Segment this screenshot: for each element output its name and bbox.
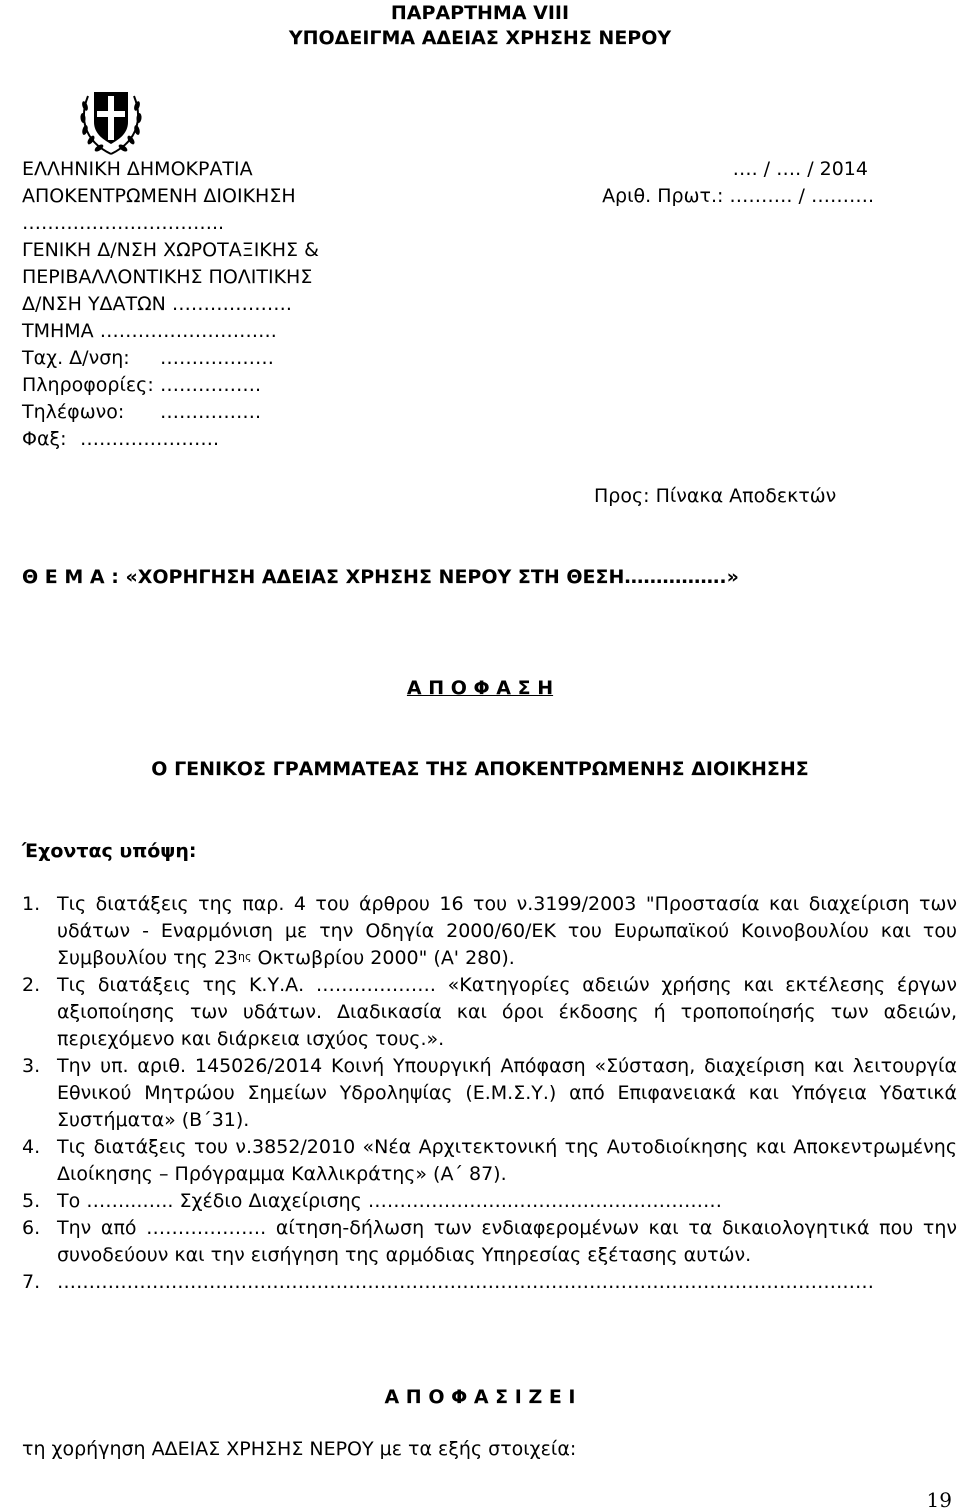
item-text: Τις διατάξεις του ν.3852/2010 «Νέα Αρχιτεκτονική της Αυτοδιοίκησης και Αποκεντρωμένης Διοίκησης – Πρόγραμμα Καλλικράτης» (Α΄ 87). xyxy=(57,1136,957,1185)
consideration-item xyxy=(22,1215,957,1269)
subject-label: Θ Ε Μ Α : xyxy=(22,566,119,588)
item-number: 1. xyxy=(22,893,41,915)
consideration-item xyxy=(22,1053,957,1134)
annex-subtitle: ΥΠΟΔΕΙΓΜΑ ΑΔΕΙΑΣ ΧΡΗΣΗΣ ΝΕΡΟΥ xyxy=(288,27,672,49)
info-label: Πληροφορίες: xyxy=(22,374,154,396)
considerations-list xyxy=(22,891,957,1296)
item-text: Την υπ. αριθ. 145026/2014 Κοινή Υπουργική Απόφαση «Σύσταση, διαχείριση και λειτουργία Εθνικού Μητρώου Σημείων Υδροληψίας (Ε.Μ.Σ.Υ.) από Επιφανειακά και Υπόγεια Υδατικά Συστήματα» (Β΄31). xyxy=(57,1055,957,1131)
sender-line: ΠΕΡΙΒΑΛΛΟΝΤΙΚΗΣ ΠΟΛΙΤΙΚΗΣ xyxy=(22,266,313,288)
item-text: Την από ………………. αίτηση-δήλωση των ενδιαφερομένων και τα δικαιολογητικά που την συνοδεύουν και την εισήγηση της αρμόδιας Υπηρεσίας εξέτασης αυτών. xyxy=(57,1217,957,1266)
item-number: 3. xyxy=(22,1055,41,1077)
item-number: 5. xyxy=(22,1190,41,1212)
item-text: Τις διατάξεις της παρ. 4 του άρθρου 16 του ν.3199/2003 "Προστασία και διαχείριση των υδάτων - Εναρμόνιση με την Οδηγία 2000/60/ΕΚ του Ευρωπαϊκού Κοινοβουλίου και του Συμβουλίου της 23 xyxy=(57,893,957,969)
consideration-item xyxy=(22,972,957,1053)
consideration-item xyxy=(22,1269,957,1296)
sender-line: ΑΠΟΚΕΝΤΡΩΜΕΝΗ ΔΙΟΙΚΗΣΗ xyxy=(22,185,296,207)
sender-line: ΕΛΛΗΝΙΚΗ ΔΗΜΟΚΡΑΤΙΑ xyxy=(22,158,253,180)
phone-label: Τηλέφωνο: xyxy=(22,401,125,423)
protocol-number: Αριθ. Πρωτ.: ………. / ………. xyxy=(602,185,874,207)
item-number: 7. xyxy=(22,1271,41,1293)
item-number: 2. xyxy=(22,974,41,996)
item-number: 6. xyxy=(22,1217,41,1239)
subject xyxy=(22,568,739,587)
issuer-title: Ο ΓΕΝΙΚΟΣ ΓΡΑΜΜΑΤΕΑΣ ΤΗΣ ΑΠΟΚΕΝΤΡΩΜΕΝΗΣ ΔΙΟΙΚΗΣΗΣ xyxy=(151,758,809,780)
document-date: …. / …. / 2014 xyxy=(732,158,868,180)
fax-label: Φαξ: xyxy=(22,428,67,450)
item-text: Τις διατάξεις της Κ.Υ.Α. ………………. «Κατηγορίες αδειών χρήσης και εκτέλεσης έργων αξιοποίησης των υδάτων. Διαδικασία και όροι έκδοσης ή τροποποίησής των αδειών, περιεχόμενο και διάρκεια ισχύος τους.». xyxy=(57,974,957,1050)
subject-text: «ΧΟΡΗΓΗΣΗ ΑΔΕΙΑΣ ΧΡΗΣΗΣ ΝΕΡΟΥ ΣΤΗ ΘΕΣΗ…………….» xyxy=(125,566,739,588)
item-text: Το ……...….. Σχέδιο Διαχείρισης …………………..…………………………… xyxy=(57,1190,722,1212)
recipient: Προς: Πίνακα Αποδεκτών xyxy=(594,485,837,507)
considering-label: Έχοντας υπόψη: xyxy=(22,840,197,862)
item-number: 4. xyxy=(22,1136,41,1158)
item-text: ………………………………………………………………………………………………………………… xyxy=(57,1271,874,1293)
consideration-item xyxy=(22,1134,957,1188)
item-superscript: ης xyxy=(238,950,252,963)
sender-line: Δ/ΝΣΗ ΥΔΑΤΩΝ ………………. xyxy=(22,293,292,315)
page-number: 19 xyxy=(926,1488,952,1512)
sender-line: ………………………….. xyxy=(22,212,225,234)
annex-title: ΠΑΡΑΡΤΗΜΑ VIII xyxy=(390,2,570,24)
address-label: Ταχ. Δ/νση: xyxy=(22,347,130,369)
decision-heading: Α Π Ο Φ Α Σ Η xyxy=(406,677,554,699)
info-value: ……………. xyxy=(160,374,262,396)
grant-line: τη χορήγηση ΑΔΕΙΑΣ ΧΡΗΣΗΣ ΝΕΡΟΥ με τα εξής στοιχεία: xyxy=(22,1438,577,1460)
sender-line: ΓΕΝΙΚΗ Δ/ΝΣΗ ΧΩΡΟΤΑΞΙΚΗΣ & xyxy=(22,239,319,261)
fax-value: …………………. xyxy=(80,428,220,450)
decide-heading: Α Π Ο Φ Α Σ Ι Ζ Ε Ι xyxy=(384,1386,576,1408)
sender-line: ΤΜΗΜΑ ………………………. xyxy=(22,320,277,342)
address-value: ……………… xyxy=(160,347,274,369)
consideration-item xyxy=(22,891,957,972)
phone-value: ……………. xyxy=(160,401,262,423)
consideration-item xyxy=(22,1188,957,1215)
item-text-end: Οκτωβρίου 2000" (Α' 280). xyxy=(251,947,515,969)
greek-coat-of-arms-icon xyxy=(78,78,144,158)
